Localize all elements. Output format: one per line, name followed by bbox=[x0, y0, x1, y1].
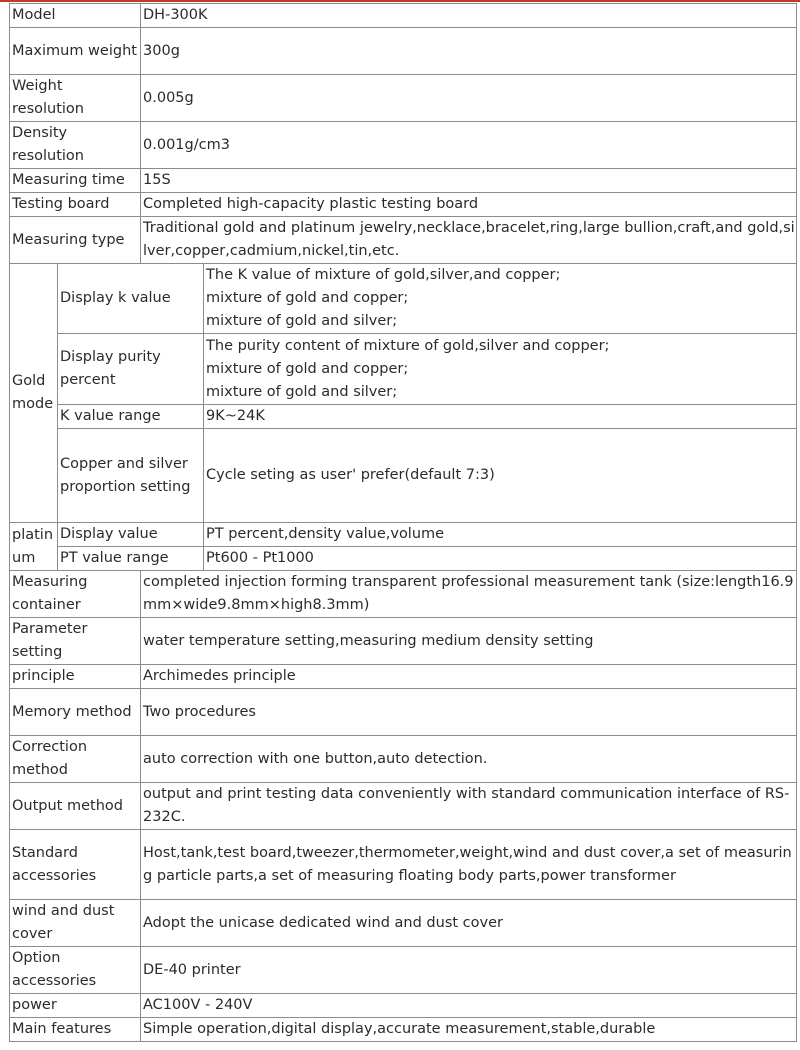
table-row bbox=[10, 523, 797, 547]
platinum-pt-range-label: PT value range bbox=[58, 547, 204, 571]
gold-k-range-value: 9K~24K bbox=[204, 405, 797, 429]
row-label-testing-board: Testing board bbox=[10, 193, 141, 217]
row-label-principle: principle bbox=[10, 665, 141, 689]
table-row bbox=[10, 122, 797, 169]
row-value-density-resolution: 0.001g/cm3 bbox=[141, 122, 797, 169]
table-row bbox=[10, 665, 797, 689]
row-label-option-accessories: Option accessories bbox=[10, 947, 141, 994]
gold-display-purity-line: mixture of gold and copper; bbox=[206, 360, 409, 377]
gold-k-range-label: K value range bbox=[58, 405, 204, 429]
row-label-output-method: Output method bbox=[10, 783, 141, 830]
platinum-display-value-label: Display value bbox=[58, 523, 204, 547]
table-row bbox=[10, 28, 797, 75]
row-value-wind-dust-cover: Adopt the unicase dedicated wind and dust cover bbox=[141, 900, 797, 947]
row-value-testing-board: Completed high-capacity plastic testing board bbox=[141, 193, 797, 217]
gold-proportion-label: Copper and silver proportion setting bbox=[58, 429, 204, 523]
table-row bbox=[10, 830, 797, 900]
gold-display-purity-line: The purity content of mixture of gold,silver and copper; bbox=[206, 337, 610, 354]
table-row bbox=[10, 736, 797, 783]
table-row bbox=[10, 75, 797, 122]
row-label-model: Model bbox=[10, 4, 141, 28]
row-value-parameter-setting: water temperature setting,measuring medium density setting bbox=[141, 618, 797, 665]
row-label-power: power bbox=[10, 994, 141, 1018]
row-label-measuring-container: Measuring container bbox=[10, 571, 141, 618]
row-value-measuring-container: completed injection forming transparent professional measurement tank (size:length16.9mm×wide9.8mm×high8.3mm) bbox=[141, 571, 797, 618]
top-accent-line bbox=[0, 0, 800, 2]
gold-display-purity-line: mixture of gold and silver; bbox=[206, 383, 398, 400]
row-value-correction-method: auto correction with one button,auto detection. bbox=[141, 736, 797, 783]
row-value-measuring-type: Traditional gold and platinum jewelry,necklace,bracelet,ring,large bullion,craft,and gold,silver,copper,cadmium,nickel,tin,etc. bbox=[141, 217, 797, 264]
row-label-measuring-type: Measuring type bbox=[10, 217, 141, 264]
row-value-measuring-time: 15S bbox=[141, 169, 797, 193]
gold-display-k-line: The K value of mixture of gold,silver,and copper; bbox=[206, 267, 561, 283]
gold-display-purity-value bbox=[204, 334, 797, 405]
row-label-correction-method: Correction method bbox=[10, 736, 141, 783]
row-value-main-features: Simple operation,digital display,accurate measurement,stable,durable bbox=[141, 1018, 797, 1042]
table-row bbox=[10, 405, 797, 429]
row-value-option-accessories: DE-40 printer bbox=[141, 947, 797, 994]
row-label-measuring-time: Measuring time bbox=[10, 169, 141, 193]
row-value-output-method: output and print testing data conveniently with standard communication interface of RS-232C. bbox=[141, 783, 797, 830]
row-value-maximum-weight: 300g bbox=[141, 28, 797, 75]
table-row bbox=[10, 547, 797, 571]
gold-display-k-label: Display k value bbox=[58, 264, 204, 334]
row-value-memory-method: Two procedures bbox=[141, 689, 797, 736]
platinum-pt-range-value: Pt600 - Pt1000 bbox=[204, 547, 797, 571]
gold-mode-label: Gold mode bbox=[10, 264, 58, 523]
gold-display-k-value bbox=[204, 264, 797, 334]
row-value-standard-accessories: Host,tank,test board,tweezer,thermometer,weight,wind and dust cover,a set of measuring particle parts,a set of measuring floating body parts,power transformer bbox=[141, 830, 797, 900]
platinum-mode-label: platinum bbox=[10, 523, 58, 571]
row-label-main-features: Main features bbox=[10, 1018, 141, 1042]
table-row bbox=[10, 1018, 797, 1042]
row-value-power: AC100V - 240V bbox=[141, 994, 797, 1018]
row-label-weight-resolution: Weight resolution bbox=[10, 75, 141, 122]
row-label-parameter-setting: Parameter setting bbox=[10, 618, 141, 665]
gold-display-purity-label: Display purity percent bbox=[58, 334, 204, 405]
row-label-standard-accessories: Standard accessories bbox=[10, 830, 141, 900]
table-row bbox=[10, 689, 797, 736]
table-row bbox=[10, 900, 797, 947]
table-row bbox=[10, 264, 797, 334]
table-row bbox=[10, 429, 797, 523]
table-row bbox=[10, 4, 797, 28]
spec-table bbox=[9, 3, 797, 1042]
row-label-memory-method: Memory method bbox=[10, 689, 141, 736]
row-label-maximum-weight: Maximum weight bbox=[10, 28, 141, 75]
row-value-model: DH-300K bbox=[141, 4, 797, 28]
row-value-principle: Archimedes principle bbox=[141, 665, 797, 689]
table-row bbox=[10, 994, 797, 1018]
gold-display-k-line: mixture of gold and silver; bbox=[206, 313, 398, 329]
table-row bbox=[10, 947, 797, 994]
table-row bbox=[10, 783, 797, 830]
table-row bbox=[10, 217, 797, 264]
table-row bbox=[10, 618, 797, 665]
table-row bbox=[10, 334, 797, 405]
row-label-wind-dust-cover: wind and dust cover bbox=[10, 900, 141, 947]
platinum-display-value: PT percent,density value,volume bbox=[204, 523, 797, 547]
gold-display-k-line: mixture of gold and copper; bbox=[206, 290, 409, 306]
table-row bbox=[10, 169, 797, 193]
table-row bbox=[10, 571, 797, 618]
row-value-weight-resolution: 0.005g bbox=[141, 75, 797, 122]
row-label-density-resolution: Density resolution bbox=[10, 122, 141, 169]
gold-proportion-value: Cycle seting as user' prefer(default 7:3) bbox=[204, 429, 797, 523]
table-row bbox=[10, 193, 797, 217]
